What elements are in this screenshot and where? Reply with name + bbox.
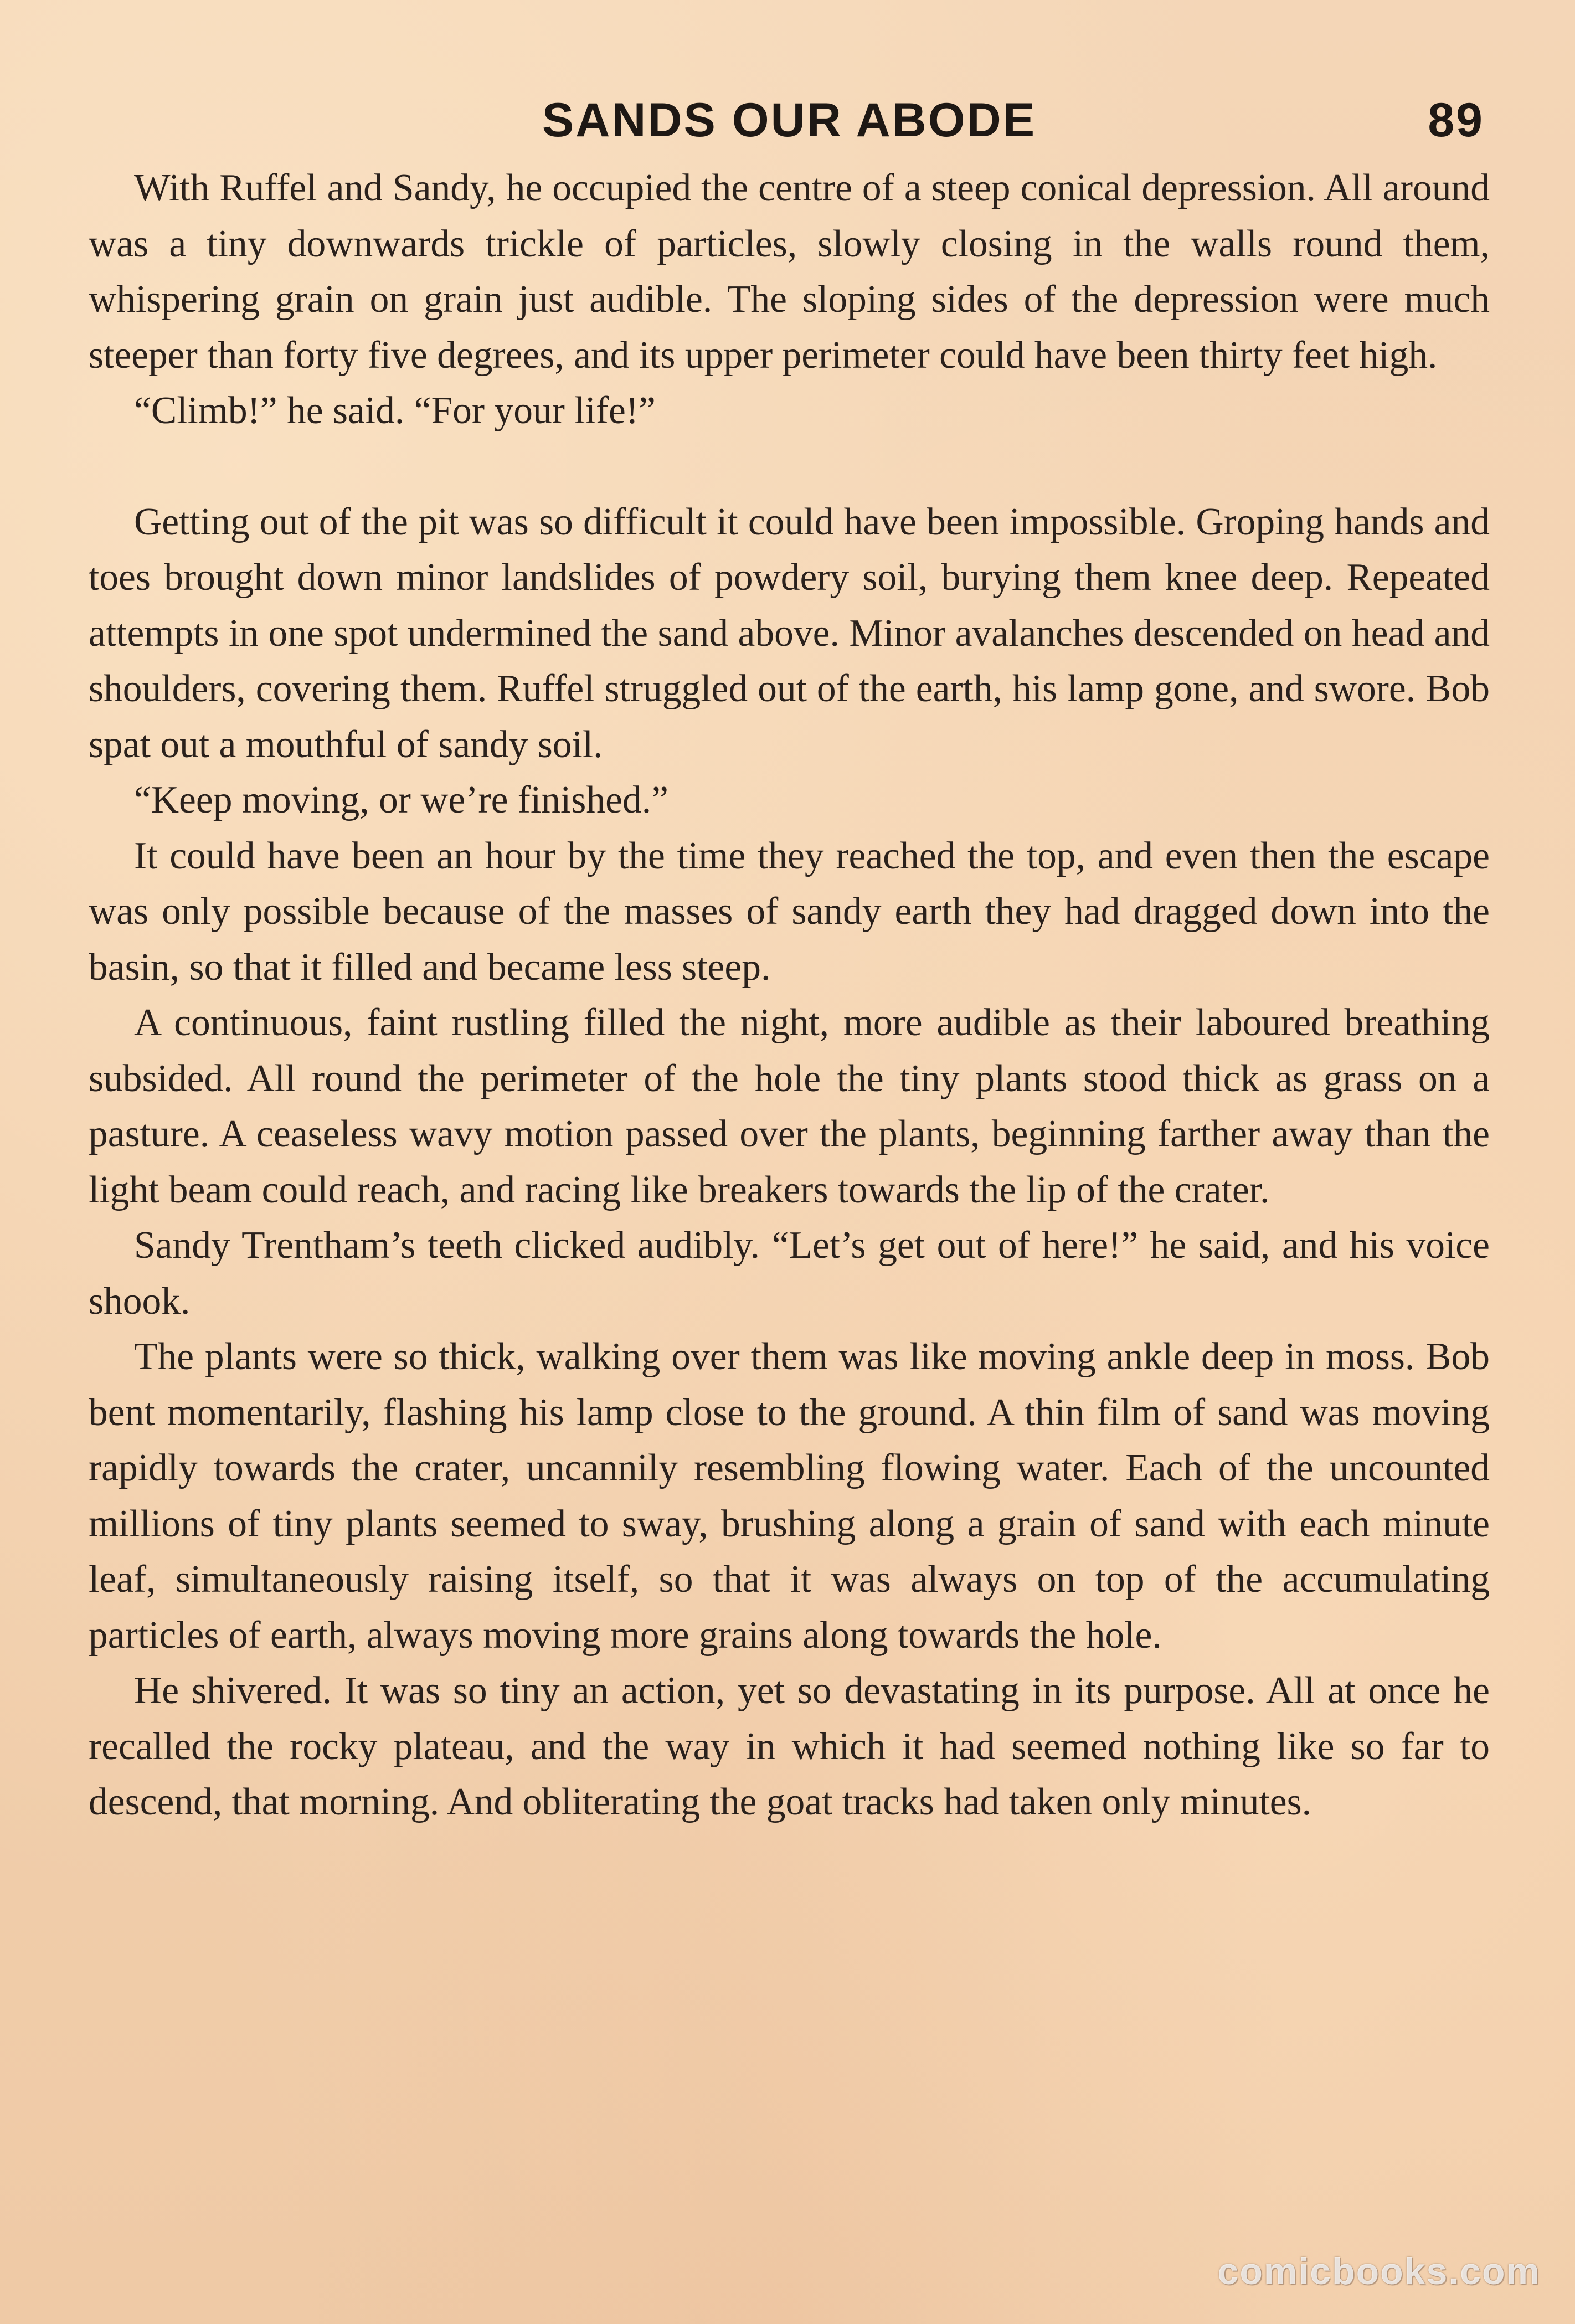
section-break xyxy=(89,439,1490,495)
paragraph: “Climb!” he said. “For your life!” xyxy=(134,389,656,432)
paragraph: A continuous, faint rustling filled the night, more audible as their laboured breathing subsided. All round the perimeter of the hole the tiny plants stood thick as grass on a pasture. A ceaseless wavy motion passed over the plants, beginning farther away than the light beam could reach, and racing like breakers towards the lip of the crater. xyxy=(89,1001,1490,1211)
paragraph: It could have been an hour by the time they reached the top, and even then the escape was only possible because of the masses of sandy earth they had dragged down into the basin, so that it filled and became less steep. xyxy=(89,834,1490,989)
paragraph: Sandy Trentham’s teeth clicked audibly. “Let’s get out of here!” he said, and his voice shook. xyxy=(89,1224,1490,1323)
body-text xyxy=(89,161,1490,1831)
paragraph: “Keep moving, or we’re finished.” xyxy=(134,779,668,821)
running-title: SANDS OUR ABODE xyxy=(542,94,1037,147)
paragraph: Getting out of the pit was so difficult it could have been impossible. Groping hands and toes brought down minor landslides of powdery soil, burying them knee deep. Repeated attempts in one spot undermined the sand above. Minor avalanches descended on head and shoulders, covering them. Ruffel struggled out of the earth, his lamp gone, and swore. Bob spat out a mouthful of sandy soil. xyxy=(89,500,1490,766)
page-number: 89 xyxy=(1428,94,1484,147)
running-head xyxy=(89,83,1490,150)
book-page xyxy=(89,83,1490,2243)
paragraph: He shivered. It was so tiny an action, yet so devastating in its purpose. All at once he recalled the rocky plateau, and the way in which it had seemed nothing like so far to descend, that morning. And obliterating the goat tracks had taken only minutes. xyxy=(89,1669,1490,1823)
watermark: comicbooks.com xyxy=(1217,2250,1541,2292)
paragraph: With Ruffel and Sandy, he occupied the centre of a steep conical depression. All around was a tiny downwards trickle of particles, slowly closing in the walls round them, whispering grain on grain just audible. The sloping sides of the depression were much steeper than forty five degrees, and its upper perimeter could have been thirty feet high. xyxy=(89,167,1490,377)
paragraph: The plants were so thick, walking over them was like moving ankle deep in moss. Bob bent momentarily, flashing his lamp close to the ground. A thin film of sand was moving rapidly towards the crater, uncannily resembling flowing water. Each of the uncounted millions of tiny plants seemed to sway, brushing along a grain of sand with each minute leaf, simultaneously raising itself, so that it was always on top of the accumulating particles of earth, always moving more grains along towards the hole. xyxy=(89,1335,1490,1657)
